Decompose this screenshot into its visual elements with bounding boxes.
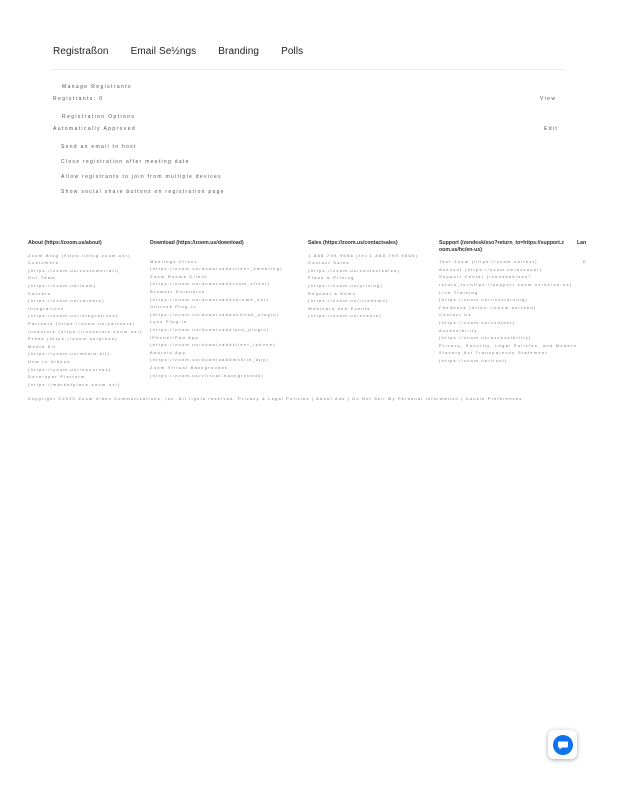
tab-email-settings[interactable]: Email Se½ngs: [130, 46, 197, 57]
option-email-host: Send an email to host: [61, 144, 137, 150]
footer-link[interactable]: 1.888.799.9666 (tel:1.888.799.9666): [308, 252, 419, 258]
footer-link[interactable]: (https://zoom.us/integrations): [28, 313, 119, 319]
footer-link[interactable]: Lync Plug-in: [150, 319, 188, 325]
footer-link[interactable]: Zoom Rooms Client: [150, 273, 208, 279]
footer-link[interactable]: How to Videos: [28, 358, 71, 364]
footer-link[interactable]: (https://zoom.us/download#room_client): [150, 281, 271, 287]
footer-link[interactable]: return_to=https://support.zoom.us/hc/en-us): [439, 281, 573, 287]
option-social-share: Show social share buttons on registration page: [61, 189, 225, 195]
tab-polls[interactable]: Polls: [281, 46, 304, 57]
footer-heading-sales[interactable]: Sales (https://zoom.us/contactsales): [308, 240, 398, 246]
footer-link[interactable]: (https://zoom.us/resources): [28, 366, 112, 372]
footer-link[interactable]: Android App: [150, 349, 187, 355]
tab-branding[interactable]: Branding: [218, 46, 260, 57]
footer-link[interactable]: (https://zoom.us/download#client_4meeting): [150, 266, 283, 272]
footer-link[interactable]: (https://zoom.us/events): [308, 313, 382, 319]
footer-heading-language[interactable]: Lan: [577, 240, 587, 246]
footer-col-download: [150, 240, 295, 379]
footer-link[interactable]: Partners (https://zoom.us/partners): [28, 320, 136, 326]
footer-link[interactable]: Contact Us: [439, 312, 472, 318]
option-multiple-devices: Allow registrants to join from multiple devices: [61, 174, 222, 180]
footer-link[interactable]: Zoom Virtual Backgrounds: [150, 364, 229, 370]
footer-link[interactable]: Customers: [28, 260, 60, 266]
footer-link[interactable]: (https://zoom.us/pricing): [308, 282, 384, 288]
footer-link[interactable]: Meetings Client: [150, 258, 198, 264]
footer-link[interactable]: Slavery Act Transparency Statement: [439, 350, 548, 356]
footer-link[interactable]: (https://zoom.us/download#chrome_ext): [150, 296, 270, 302]
footer-link[interactable]: Webinars and Events: [308, 305, 371, 311]
approval-status: Automatically Approved: [53, 126, 137, 132]
footer-link[interactable]: iPhone/iPad App: [150, 334, 200, 340]
chat-bubble-icon: [553, 735, 573, 755]
footer-link[interactable]: Investors (https://investors.zoom.us/): [28, 328, 143, 334]
footer-link[interactable]: (https://zoom.us/download#mobile_app): [150, 357, 270, 363]
footer-link[interactable]: (https://zoom.us/accessibility): [439, 335, 532, 341]
footer-link[interactable]: (https://zoom.us/customer/all): [28, 267, 120, 273]
footer-link[interactable]: (https://zoom.us/download#outlook_plugin): [150, 311, 280, 317]
footer-col-sales: [308, 240, 428, 320]
footer-link[interactable]: Contact Sales: [308, 260, 350, 266]
footer-col-about: [28, 240, 143, 388]
footer-link[interactable]: (https://zoom.us/download#client_iphone): [150, 342, 276, 348]
registrants-count: Registrants: 0: [53, 96, 104, 102]
footer-link[interactable]: Media Kit: [28, 343, 57, 349]
footer-heading-support[interactable]: Support (/zendesk/sso?return_to=https://support.zoom.us/hc/en-us): [439, 240, 564, 253]
footer-link[interactable]: Browser Extension: [150, 288, 206, 294]
footer-link[interactable]: Press (https://zoom.us/press): [28, 336, 118, 342]
footer-link[interactable]: Privacy, Security, Legal Policies, and Modern: [439, 342, 578, 348]
footer-link[interactable]: (https://zoom.us/media-kit): [28, 351, 111, 357]
tab-divider: [52, 69, 564, 70]
option-close-registration: Close registration after meeting date: [61, 159, 190, 165]
footer-link[interactable]: Live Training: [439, 289, 479, 295]
tab-registration[interactable]: Registraßon: [53, 46, 109, 57]
footer-heading-download[interactable]: Download (https://zoom.us/download): [150, 240, 244, 246]
footer-link[interactable]: Integrations: [28, 305, 65, 311]
view-registrants-link[interactable]: View: [540, 96, 557, 102]
edit-options-link[interactable]: Edit: [544, 126, 559, 132]
chat-button[interactable]: [548, 730, 577, 759]
footer-col-support: [439, 240, 578, 365]
footer-link[interactable]: Request a Demo: [308, 290, 357, 296]
footer-link[interactable]: (https://zoom.us/download#lync_plugin): [150, 326, 270, 332]
manage-registrants-title: Manage Registrants: [62, 84, 132, 90]
footer-link[interactable]: Feedback (https://zoom.us/feed): [439, 304, 537, 310]
footer-link[interactable]: Zoom Blog (https://blog.zoom.us/): [28, 252, 131, 258]
footer-link[interactable]: (https://marketplace.zoom.us/): [28, 381, 121, 387]
footer-link[interactable]: Account (https://zoom.us/account): [439, 266, 543, 272]
language-selector[interactable]: E: [583, 258, 587, 264]
footer-link[interactable]: Test Zoom (https://zoom.us/test): [439, 259, 538, 265]
footer-link[interactable]: (https://zoom.us/careers): [28, 298, 105, 304]
footer-link[interactable]: (https://zoom.us/contactsales): [308, 267, 401, 273]
footer-link[interactable]: Careers: [28, 290, 52, 296]
footer-link[interactable]: Our Team: [28, 275, 56, 281]
footer-link[interactable]: Plans & Pricing: [308, 275, 355, 281]
footer-col-language: [577, 240, 617, 265]
footer-link[interactable]: (https://zoom.us/livetraining): [439, 297, 529, 303]
footer-link[interactable]: Developer Platform: [28, 374, 86, 380]
footer-link[interactable]: Outlook Plug-in: [150, 304, 197, 310]
footer-link[interactable]: Accessibility: [439, 327, 478, 333]
footer-link[interactable]: (https://zoom.us/team): [28, 282, 97, 288]
footer-heading-about[interactable]: About (https://zoom.us/about): [28, 240, 102, 246]
footer-link[interactable]: (https://zoom.us/virtual-backgrounds): [150, 372, 264, 378]
footer-link[interactable]: (https://zoom.us/livedemo): [308, 298, 389, 304]
registration-options-title: Registration Options: [62, 114, 136, 120]
footer-link[interactable]: Support Center (/zendesk/sso?: [439, 274, 532, 280]
footer-link[interactable]: (https://zoom.us/trust): [439, 357, 508, 363]
copyright-text: Copyright ©2020 Zoom Video Communications, Inc. All rights reserved. Privacy & Legal Policies | About Ads | Do Not Sell My Personal Information | Cookie Preferences: [28, 396, 523, 401]
footer-link[interactable]: (https://zoom.us/contact): [439, 319, 516, 325]
